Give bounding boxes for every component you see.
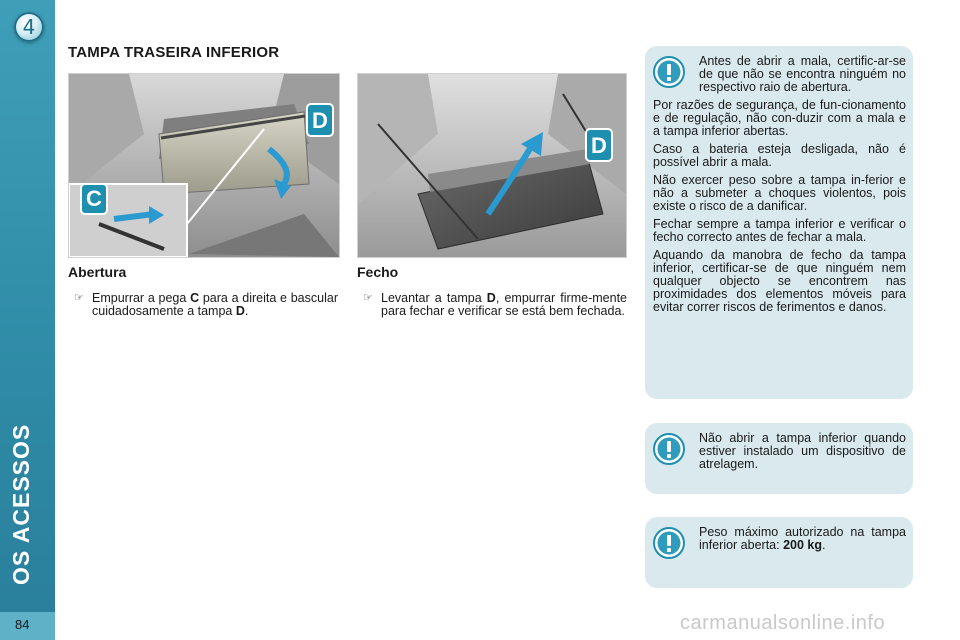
warning-box-towbar [645, 423, 913, 494]
section-title: TAMPA TRASEIRA INFERIOR [68, 44, 280, 61]
opening-photo [68, 73, 340, 258]
closing-photo [357, 73, 627, 258]
opening-title: Abertura [68, 264, 127, 280]
chapter-badge [14, 12, 44, 42]
warning-box-max-weight [645, 517, 913, 588]
chapter-title: OS ACESSOS [8, 423, 34, 585]
warning-box-safety [645, 46, 913, 399]
warning-max-weight-text: Peso máximo autorizado na tampa inferior aberta: 200 kg. [699, 525, 906, 552]
page-number: 84 [15, 617, 30, 632]
watermark: carmanualsonline.info [680, 612, 886, 634]
closing-title: Fecho [357, 264, 399, 280]
pointing-hand-icon: ☞ [74, 292, 84, 304]
label-d-left: D [312, 108, 328, 133]
warning-exclamation-icon [653, 433, 685, 465]
label-c: C [86, 186, 102, 211]
chapter-number: 4 [22, 15, 36, 39]
warning-towbar-text: Não abrir a tampa inferior quando estiver instalado um dispositivo de atrelagem. [699, 431, 906, 471]
warning-safety-text: Antes de abrir a mala, certific-ar-se de que não se encontra ninguém no respectivo raio de abertura. Por razões de segurança, de fun-cionamento e de regulação, não con-duzir com a mala e a tampa inferior abertas. Caso a bateria esteja desligada, não é possível abrir a mala. Não exercer peso sobre a tampa in-ferior e não a submeter a choques violentos, pois existe o risco de a danificar. Fechar sempre a tampa inferior e verificar o fecho correcto antes de fechar a mala. Aquando da manobra de fecho da tampa inferior, certificar-se de que ninguém nem qualquer objecto se encontrem nas proximidades dos elementos móveis para evitar correr riscos de ferimentos e danos. [653, 54, 906, 314]
pointing-hand-icon: ☞ [363, 292, 373, 304]
label-d-right: D [591, 133, 607, 158]
warning-exclamation-icon [653, 527, 685, 559]
opening-instruction: ☞ Empurrar a pega C para a direita e bascular cuidadosamente a tampa D. [74, 291, 338, 318]
closing-instruction: ☞ Levantar a tampa D, empurrar firme-mente para fechar e verificar se está bem fechada. [363, 291, 627, 318]
